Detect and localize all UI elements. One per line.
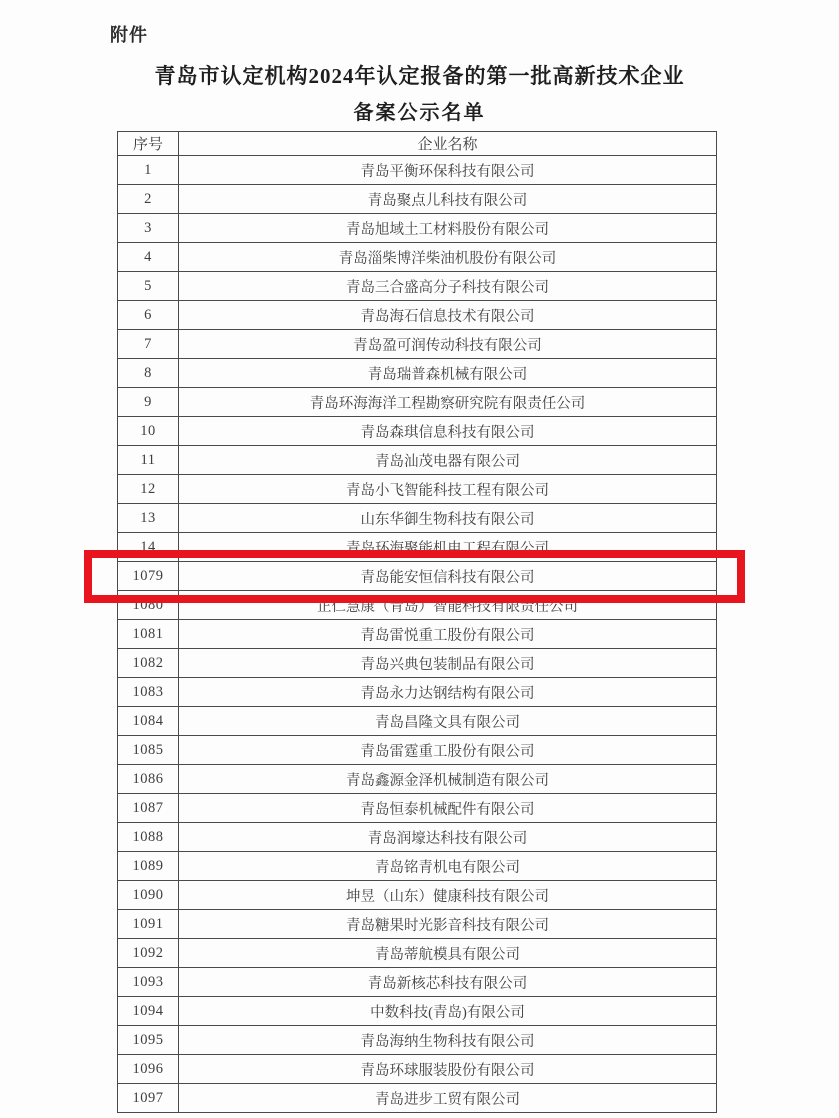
- table-row: [118, 272, 717, 301]
- row-company-name: 青岛新核芯科技有限公司: [179, 968, 717, 997]
- row-company-name: 青岛环球服装股份有限公司: [179, 1055, 717, 1084]
- row-serial-number: 4: [118, 243, 179, 272]
- row-serial-number: 1091: [118, 910, 179, 939]
- table-row: [118, 504, 717, 533]
- row-company-name: 青岛恒泰机械配件有限公司: [179, 794, 717, 823]
- table-row: [118, 1055, 717, 1084]
- row-serial-number: 1086: [118, 765, 179, 794]
- row-company-name: 青岛环海聚能机电工程有限公司: [179, 533, 717, 562]
- row-serial-number: 3: [118, 214, 179, 243]
- row-serial-number: 1097: [118, 1084, 179, 1113]
- row-serial-number: 1085: [118, 736, 179, 765]
- row-serial-number: 13: [118, 504, 179, 533]
- row-company-name: 青岛进步工贸有限公司: [179, 1084, 717, 1113]
- table-header-row: [118, 132, 717, 156]
- table-row: [118, 910, 717, 939]
- row-serial-number: 7: [118, 330, 179, 359]
- table-row: [118, 446, 717, 475]
- table-row: [118, 678, 717, 707]
- row-company-name: 青岛盈可润传动科技有限公司: [179, 330, 717, 359]
- row-serial-number: 1083: [118, 678, 179, 707]
- table-row: [118, 475, 717, 504]
- row-company-name: 青岛海石信息技术有限公司: [179, 301, 717, 330]
- table-row: [118, 852, 717, 881]
- row-serial-number: 1079: [118, 562, 179, 591]
- row-company-name: 青岛蒂航模具有限公司: [179, 939, 717, 968]
- document-title: 青岛市认定机构2024年认定报备的第一批高新技术企业: [154, 64, 685, 88]
- row-company-name: 山东华御生物科技有限公司: [179, 504, 717, 533]
- row-company-name: 中数科技(青岛)有限公司: [179, 997, 717, 1026]
- row-serial-number: 1081: [118, 620, 179, 649]
- row-company-name: 青岛淄柴博洋柴油机股份有限公司: [179, 243, 717, 272]
- row-company-name: 青岛昌隆文具有限公司: [179, 707, 717, 736]
- row-serial-number: 6: [118, 301, 179, 330]
- row-company-name: 青岛森琪信息科技有限公司: [179, 417, 717, 446]
- table-row: [118, 359, 717, 388]
- row-serial-number: 12: [118, 475, 179, 504]
- enterprise-table: [117, 131, 717, 1113]
- row-serial-number: 1082: [118, 649, 179, 678]
- row-company-name: 青岛聚点儿科技有限公司: [179, 185, 717, 214]
- row-company-name: 青岛能安恒信科技有限公司: [179, 562, 717, 591]
- table-row: [118, 214, 717, 243]
- row-serial-number: 1096: [118, 1055, 179, 1084]
- table-row: [118, 1084, 717, 1113]
- row-company-name: 青岛瑞普森机械有限公司: [179, 359, 717, 388]
- row-serial-number: 1095: [118, 1026, 179, 1055]
- row-serial-number: 1089: [118, 852, 179, 881]
- table-row: [118, 707, 717, 736]
- row-serial-number: 9: [118, 388, 179, 417]
- row-company-name: 青岛汕茂电器有限公司: [179, 446, 717, 475]
- row-company-name: 青岛糖果时光影音科技有限公司: [179, 910, 717, 939]
- row-serial-number: 14: [118, 533, 179, 562]
- row-company-name: 青岛三合盛高分子科技有限公司: [179, 272, 717, 301]
- table-row: [118, 156, 717, 185]
- row-serial-number: 11: [118, 446, 179, 475]
- row-company-name: 青岛铭青机电有限公司: [179, 852, 717, 881]
- table-row: [118, 1026, 717, 1055]
- table-row: [118, 330, 717, 359]
- row-company-name: 青岛雷霆重工股份有限公司: [179, 736, 717, 765]
- row-serial-number: 1080: [118, 591, 179, 620]
- row-company-name: 青岛平衡环保科技有限公司: [179, 156, 717, 185]
- table-row: [118, 968, 717, 997]
- table-body: [118, 156, 717, 1113]
- table-row: [118, 620, 717, 649]
- row-serial-number: 1087: [118, 794, 179, 823]
- row-serial-number: 1092: [118, 939, 179, 968]
- row-serial-number: 1090: [118, 881, 179, 910]
- row-company-name: 青岛兴典包装制品有限公司: [179, 649, 717, 678]
- row-serial-number: 10: [118, 417, 179, 446]
- table-row: [118, 185, 717, 214]
- row-company-name: 正仁慧康（青岛）智能科技有限责任公司: [179, 591, 717, 620]
- table-row: [118, 939, 717, 968]
- row-serial-number: 8: [118, 359, 179, 388]
- row-company-name: 青岛小飞智能科技工程有限公司: [179, 475, 717, 504]
- header-company-name: 企业名称: [179, 132, 717, 156]
- row-company-name: 青岛海纳生物科技有限公司: [179, 1026, 717, 1055]
- row-serial-number: 1093: [118, 968, 179, 997]
- table-row: [118, 823, 717, 852]
- row-company-name: 坤昱（山东）健康科技有限公司: [179, 881, 717, 910]
- row-serial-number: 1088: [118, 823, 179, 852]
- row-company-name: 青岛旭域土工材料股份有限公司: [179, 214, 717, 243]
- table-row: [118, 417, 717, 446]
- header-serial-number: 序号: [118, 132, 179, 156]
- attachment-label: 附件: [110, 25, 148, 45]
- document-subtitle: 备案公示名单: [353, 102, 486, 124]
- row-serial-number: 1094: [118, 997, 179, 1026]
- row-company-name: 青岛雷悦重工股份有限公司: [179, 620, 717, 649]
- table-row: [118, 562, 717, 591]
- table-row: [118, 388, 717, 417]
- row-serial-number: 1084: [118, 707, 179, 736]
- table-row: [118, 997, 717, 1026]
- row-serial-number: 1: [118, 156, 179, 185]
- table-row: [118, 591, 717, 620]
- row-company-name: 青岛环海海洋工程勘察研究院有限责任公司: [179, 388, 717, 417]
- table-row: [118, 736, 717, 765]
- row-company-name: 青岛鑫源金泽机械制造有限公司: [179, 765, 717, 794]
- table-row: [118, 765, 717, 794]
- table-row: [118, 533, 717, 562]
- row-company-name: 青岛永力达钢结构有限公司: [179, 678, 717, 707]
- table-row: [118, 243, 717, 272]
- table-row: [118, 881, 717, 910]
- row-serial-number: 2: [118, 185, 179, 214]
- table-row: [118, 649, 717, 678]
- table-row: [118, 301, 717, 330]
- row-serial-number: 5: [118, 272, 179, 301]
- row-company-name: 青岛润壕达科技有限公司: [179, 823, 717, 852]
- table-row: [118, 794, 717, 823]
